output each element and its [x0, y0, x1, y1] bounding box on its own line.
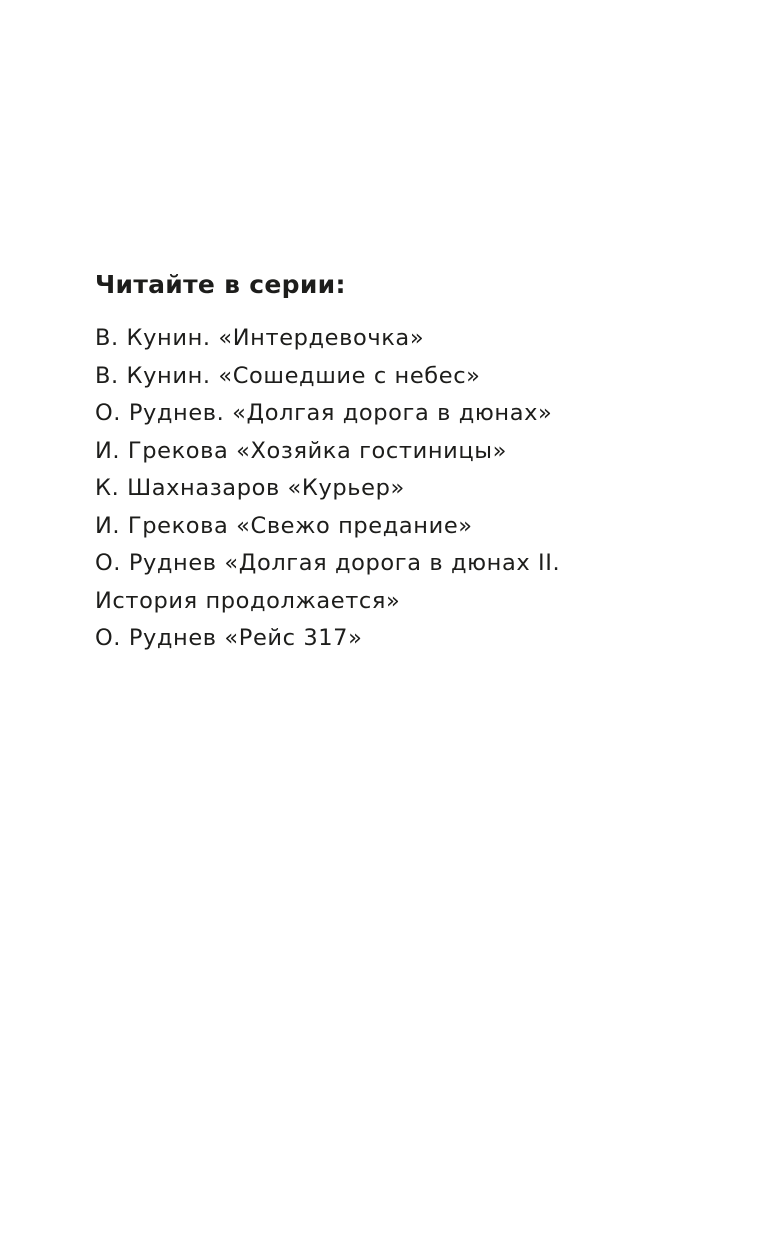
- book-title-line: К. Шахназаров «Курьер»: [95, 475, 405, 501]
- series-book-item: [95, 470, 715, 508]
- series-book-item: [95, 395, 715, 433]
- series-book-item: [95, 433, 715, 471]
- book-title-line: О. Руднев «Рейс 317»: [95, 625, 363, 651]
- book-title-line: История продолжается»: [95, 587, 401, 614]
- book-title-line: О. Руднев «Долгая дорога в дюнах II.: [95, 550, 561, 576]
- book-title-line: О. Руднев. «Долгая дорога в дюнах»: [95, 400, 553, 426]
- book-title-line: И. Грекова «Хозяйка гостиницы»: [95, 437, 508, 464]
- book-title-line: В. Кунин. «Сошедшие с небес»: [95, 362, 481, 389]
- series-list: [95, 320, 715, 658]
- series-book-item: [95, 320, 715, 358]
- series-book-item: [95, 545, 715, 620]
- series-book-item: [95, 508, 715, 546]
- series-heading: Читайте в серии:: [95, 270, 346, 299]
- book-title-line: И. Грекова «Свежо предание»: [95, 512, 473, 539]
- book-title-line: В. Кунин. «Интердевочка»: [95, 325, 425, 351]
- series-book-item: [95, 620, 715, 658]
- series-block: [95, 266, 715, 658]
- series-book-item: [95, 358, 715, 396]
